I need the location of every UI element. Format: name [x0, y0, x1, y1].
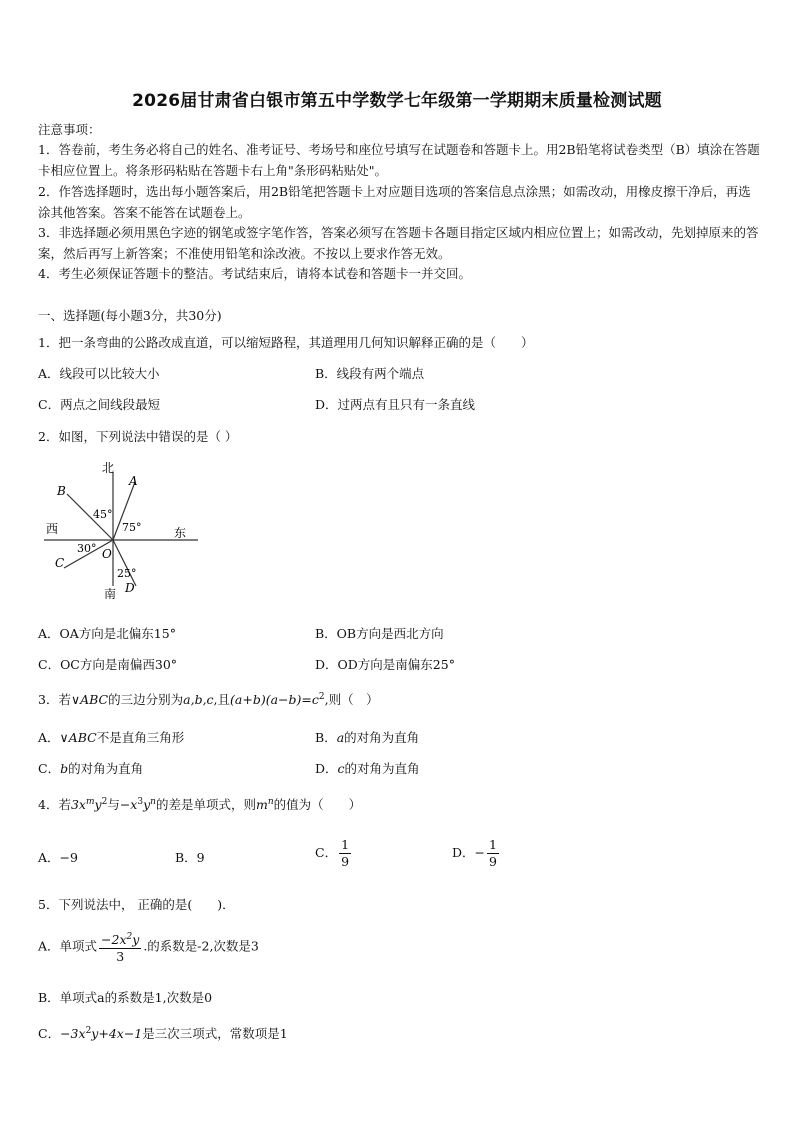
q4-d-prefix: D．−: [452, 845, 485, 860]
q3-equation-exponent: 2: [318, 691, 325, 702]
question-3-stem: [38, 690, 379, 708]
q3-d-text: 的对角为直角: [344, 761, 420, 776]
q4-term1-y-exp: 2: [101, 796, 108, 807]
q3-prefix: 3．若: [38, 692, 71, 707]
q4-mid2: 的差是单项式，则: [155, 797, 256, 812]
label-origin-o: O: [102, 547, 112, 561]
angle-label-75: 75°: [122, 521, 142, 534]
label-point-b: B: [57, 484, 66, 498]
q4-term3-exp: n: [267, 796, 274, 807]
notice-item-3: 3．非选择题必须用黑色字迹的钢笔或签字笔作答，答案必须写在答题卡各题目指定区域内相应位置上；如需改动，先划掉原来的答案，然后再写上新答案；不准使用铅笔和涂改液。不按以上要求作答无效。: [38, 225, 759, 261]
question-2-option-c: C．OC方向是南偏西30°: [38, 657, 178, 672]
q4-c-numerator: 1: [341, 837, 350, 852]
q3-mid: 的三边分别为: [108, 692, 184, 707]
label-east: 东: [174, 526, 187, 540]
q5-a-fraction: [99, 929, 141, 965]
question-4-option-b: B．9: [175, 850, 205, 865]
q5-c-prefix: C．: [38, 1026, 61, 1041]
label-point-c: C: [55, 556, 65, 570]
question-5-option-a: [38, 929, 259, 965]
q5-a-num-text: −2x: [101, 932, 127, 948]
q5-c-expr2: y+4x−1: [91, 1026, 143, 1041]
notice-item-1: 1．答卷前，考生务必将自己的姓名、准考证号、考场号和座位号填写在试题卷和答题卡上。用2B铅笔将试卷类型（B）填涂在答题卡相应位置上。将条形码粘贴在答题卡右上角"条形码粘贴处"。: [38, 142, 760, 178]
question-5-option-b: B．单项式a的系数是1,次数是0: [38, 990, 213, 1005]
q4-d-numerator: 1: [489, 837, 497, 852]
q3-b-prefix: B．: [315, 730, 337, 745]
q4-term2: −x: [119, 797, 138, 812]
q3-c-text: 的对角为直角: [68, 761, 144, 776]
q3-mid2: ,且: [213, 692, 231, 707]
notice-item-2: 2．作答选择题时，选出每小题答案后，用2B铅笔把答题卡上对应题目选项的答案信息点涂黑；如需改动，用橡皮擦干净后，再选涂其他答案。答案不能答在试题卷上。: [38, 184, 751, 220]
notice-item-4: 4．考生必须保证答题卡的整洁。考试结束后，请将本试卷和答题卡一并交回。: [38, 266, 471, 281]
q4-d-fraction: [487, 837, 499, 870]
question-2-option-d: D．OD方向是南偏东25°: [315, 657, 455, 672]
question-2-option-b: B．OB方向是西北方向: [315, 626, 444, 641]
q4-term1: 3x: [70, 797, 86, 812]
q4-term1-exp: m: [85, 796, 95, 807]
question-5-option-c: [38, 1024, 288, 1042]
q5-c-exp: 2: [85, 1025, 92, 1036]
question-1-stem: 1．把一条弯曲的公路改成直道，可以缩短路程，其道理用几何知识解释正确的是（ ）: [38, 335, 534, 350]
label-point-d: D: [125, 581, 135, 595]
q4-c-prefix: C．: [315, 845, 338, 860]
q4-suffix: 的值为（ ）: [273, 797, 362, 812]
question-4-option-a: A．−9: [38, 850, 78, 865]
q5-c-expr: −3x: [60, 1026, 86, 1041]
section-heading: 一、选择题(每小题3分，共30分): [38, 308, 222, 323]
question-1-option-c: C．两点之间线段最短: [38, 397, 161, 412]
q3-a-triangle: ∨ABC: [59, 730, 97, 745]
question-3-option-b: [315, 728, 419, 746]
q3-c-prefix: C．: [38, 761, 61, 776]
angle-label-30: 30°: [77, 542, 97, 555]
q3-c-var: b: [60, 761, 69, 776]
question-1-option-a: A．线段可以比较大小: [38, 366, 160, 381]
question-5-stem: 5．下列说法中， 正确的是( )．: [38, 897, 235, 912]
q3-sides: a,b,c: [183, 692, 214, 707]
question-4-option-d: [452, 837, 501, 870]
question-2-option-a: A．OA方向是北偏东15°: [38, 626, 176, 641]
label-north: 北: [102, 461, 115, 475]
question-4-stem: [38, 795, 361, 813]
q5-a-num-exp: 2: [126, 932, 133, 942]
q4-d-denominator: 9: [489, 854, 497, 869]
q4-c-denominator: 9: [341, 854, 350, 869]
question-1-option-d: D．过两点有且只有一条直线: [315, 397, 476, 412]
q4-term2-y-exp: n: [150, 796, 156, 807]
q4-mid: 与: [107, 797, 120, 812]
question-3-option-a: [38, 728, 184, 746]
q4-term2-exp: 3: [137, 796, 144, 807]
notice-heading: 注意事项：: [38, 122, 101, 137]
question-3-option-d: [315, 759, 420, 777]
q3-suffix: ,则（ ）: [324, 692, 379, 707]
question-4-option-c: [315, 837, 353, 870]
q3-d-prefix: D．: [315, 761, 338, 776]
question-1-option-b: B．线段有两个端点: [315, 366, 425, 381]
q5-a-text: .的系数是-2,次数是3: [143, 938, 259, 954]
q5-a-num-tail: y: [132, 932, 140, 948]
q3-d-var: c: [337, 761, 345, 776]
q4-c-fraction: [339, 837, 351, 870]
label-south: 南: [104, 587, 117, 601]
q4-term3: m: [255, 797, 268, 812]
q4-term2-y: y: [143, 797, 151, 812]
q3-a-text: 不是直角三角形: [96, 730, 185, 745]
q5-a-prefix: A．单项式: [38, 938, 98, 954]
q4-prefix: 4．若: [38, 797, 71, 812]
q3-triangle: ∨ABC: [70, 692, 109, 707]
compass-figure: [40, 456, 205, 606]
angle-label-25: 25°: [117, 567, 137, 580]
q3-b-var: a: [336, 730, 345, 745]
q5-a-denominator: 3: [116, 949, 125, 965]
q5-a-numerator: [99, 929, 141, 949]
exam-title: 2026届甘肃省白银市第五中学数学七年级第一学期期末质量检测试题: [132, 91, 662, 111]
question-2-stem: 2．如图，下列说法中错误的是（ ）: [38, 429, 238, 444]
q3-a-prefix: A．: [38, 730, 60, 745]
q3-b-text: 的对角为直角: [344, 730, 420, 745]
angle-label-45: 45°: [93, 508, 113, 521]
q3-equation: (a+b)(a−b)=c: [230, 692, 319, 707]
label-west: 西: [46, 522, 59, 536]
q4-term1-y: y: [94, 797, 102, 812]
q5-c-text: 是三次三项式，常数项是1: [142, 1026, 288, 1041]
label-point-a: A: [129, 474, 138, 488]
question-3-option-c: [38, 759, 143, 777]
